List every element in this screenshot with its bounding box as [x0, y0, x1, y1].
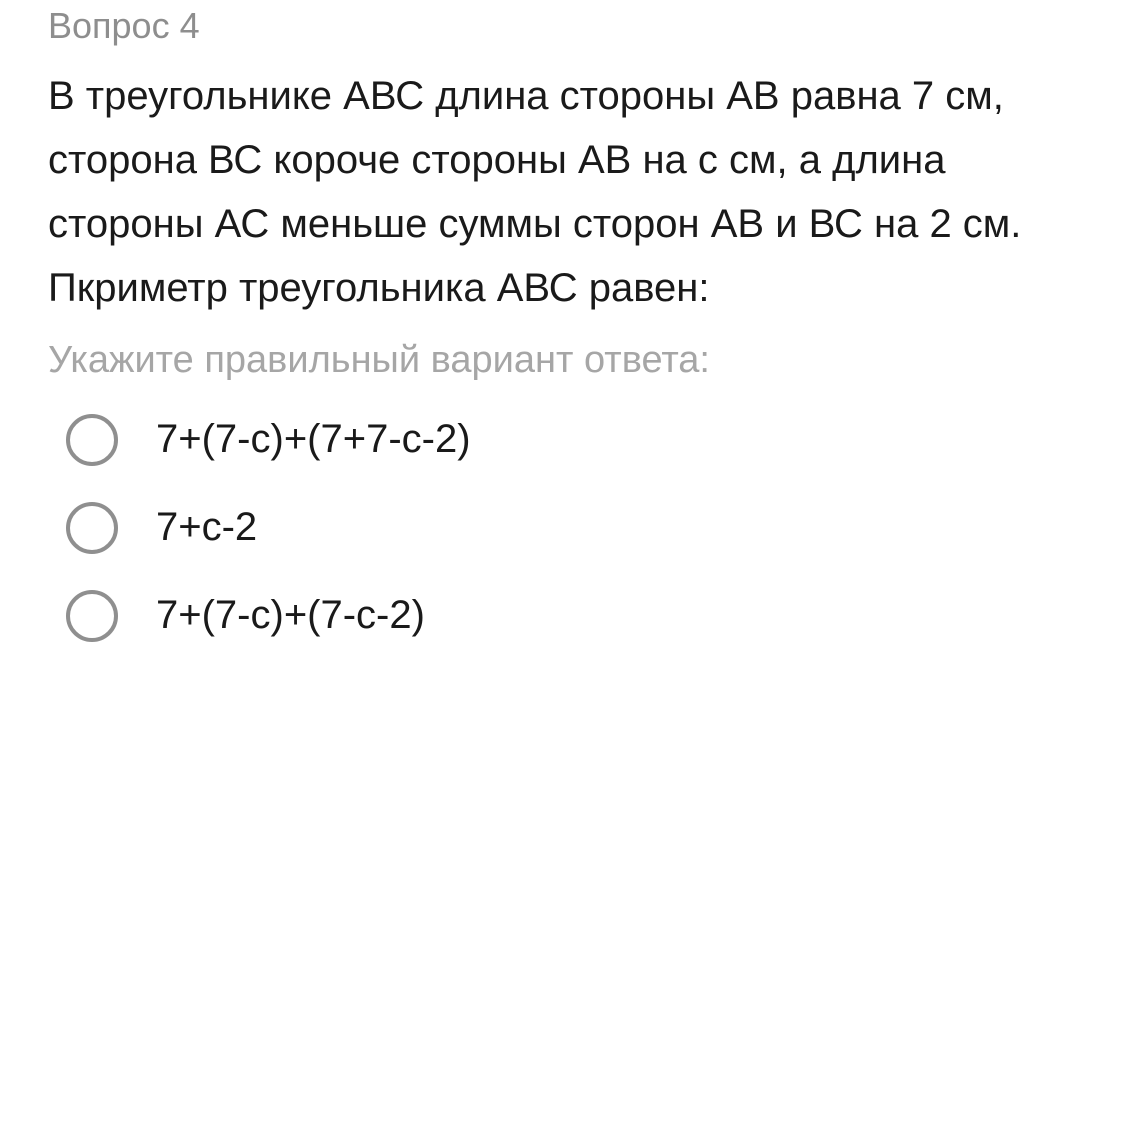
radio-button-unchecked-icon[interactable]: [66, 414, 118, 466]
question-text: [48, 64, 1108, 320]
answer-option-2[interactable]: [64, 498, 1064, 558]
question-text-line: стороны АС меньше суммы сторон АВ и ВС на 2 см.: [48, 202, 1022, 246]
answer-option-label[interactable]: 7+(7-с)+(7-с-2): [156, 593, 425, 637]
answer-option-1[interactable]: [64, 410, 1064, 470]
answer-options: [64, 410, 1064, 674]
radio-button-unchecked-icon[interactable]: [66, 502, 118, 554]
question-text-line: В треугольнике АВС длина стороны АВ равна 7 см,: [48, 74, 1004, 118]
question-text-line: Пкриметр треугольника АВС равен:: [48, 266, 710, 310]
question-text-line: сторона ВС короче стороны АВ на с см, а длина: [48, 138, 946, 182]
answer-option-3[interactable]: [64, 586, 1064, 646]
radio-button-unchecked-icon[interactable]: [66, 590, 118, 642]
question-number: Вопрос 4: [48, 5, 200, 46]
answer-instruction: Укажите правильный вариант ответа:: [48, 339, 710, 381]
answer-option-label[interactable]: 7+(7-с)+(7+7-с-2): [156, 417, 471, 461]
answer-option-label[interactable]: 7+с-2: [156, 505, 258, 549]
